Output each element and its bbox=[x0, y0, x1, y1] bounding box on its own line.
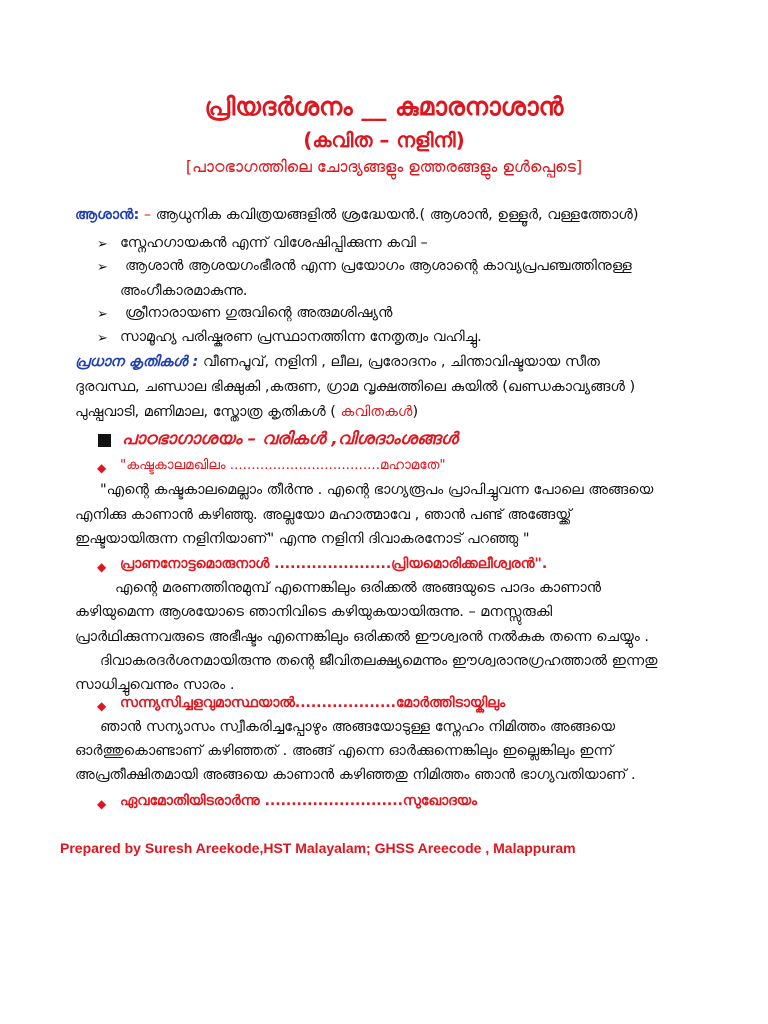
arrow-bullet-icon: ➢ bbox=[97, 307, 108, 322]
stanza-line: എനിക്കു കാണാൻ കഴിഞ്ഞു. അല്ലയോ മഹാത്മാവേ , ഞാൻ പണ്ട് അങ്ങേയ്ക്ക് bbox=[75, 507, 572, 523]
square-bullet-icon bbox=[98, 434, 111, 447]
intro-dash: – bbox=[139, 207, 152, 223]
document-title: പ്രിയദർശനം __ കുമാരനാശാൻ bbox=[204, 92, 564, 121]
intro-label: ആശാൻ: bbox=[75, 207, 140, 223]
stanza-quote: "കഷ്ടകാലമഖിലം ...................................മഹാമതേ" bbox=[120, 457, 446, 473]
stanza-quote: പ്രാണനോട്ടമൊരുനാൾ ......................പ്രിയമൊരിക്കലീശ്വരൻ". bbox=[120, 556, 548, 572]
document-subtitle: (കവിത – നളിനി) bbox=[303, 128, 465, 152]
stanza-line: ഞാൻ സന്യാസം സ്വീകരിച്ചപ്പോഴും അങ്ങയോടുള്ള സ്നേഹം നിമിത്തം അങ്ങയെ bbox=[100, 719, 616, 735]
intro-text: ആധുനിക കവിത്രയങ്ങളിൽ ശ്രദ്ധേയൻ.( ആശാൻ, ഉള്ളൂർ, വള്ളത്തോൾ) bbox=[151, 207, 639, 223]
diamond-bullet-icon: ◆ bbox=[97, 461, 107, 475]
footer-credit: Prepared by Suresh Areekode,HST Malayalam; GHSS Areecode , Malappuram bbox=[60, 840, 576, 856]
arrow-bullet-icon: ➢ bbox=[97, 331, 108, 346]
point-item: ശ്രീനാരായണ ഗുരുവിന്റെ അരുമശിഷ്യൻ bbox=[125, 305, 393, 321]
diamond-bullet-icon: ◆ bbox=[97, 797, 107, 811]
works-text-1: വീണപൂവ്, നളിനി , ലീല, പ്രരോദനം , ചിന്താവിഷ്ടയായ സീത bbox=[198, 354, 600, 370]
point-item: സാമൂഹ്യ പരിഷ്കരണ പ്രസ്ഥാനത്തിന്ന നേതൃത്വം വഹിച്ചു. bbox=[120, 329, 482, 345]
diamond-bullet-icon: ◆ bbox=[97, 560, 107, 574]
stanza-line: പ്രാർഥിക്കുന്നവരുടെ അഭീഷ്ടം എന്നെങ്കിലും ഒരിക്കൽ ഈശ്വരൻ നൽകുക തന്നെ ചെയ്യും . bbox=[75, 629, 650, 645]
stanza-line: ഇഷ്ടയായിരുന്ന നളിനിയാണ്" എന്നു നളിനി ദിവാകരനോട് പറഞ്ഞു " bbox=[75, 531, 530, 547]
works-line-2: ദുരവസ്ഥ, ചണ്ഡാല ഭിക്ഷുകി ,കരുണ, ഗ്രാമ വൃക്ഷത്തിലെ കുയിൽ (ഖണ്ഡകാവ്യങ്ങൾ ) bbox=[75, 379, 636, 395]
arrow-bullet-icon: ➢ bbox=[97, 260, 108, 275]
stanza-line: ഓർത്തുകൊണ്ടാണ് കഴിഞ്ഞത് . അങ്ങ് എന്നെ ഓർക്കുന്നെങ്കിലും ഇല്ലെങ്കിലും ഇന്ന് bbox=[75, 743, 614, 759]
intro-line bbox=[75, 207, 639, 223]
stanza-line: എന്റെ മരണത്തിനുമുമ്പ് എന്നെങ്കിലും ഒരിക്കൽ അങ്ങയുടെ പാദം കാണാൻ bbox=[115, 580, 602, 596]
works-poems-label: കവിതകൾ bbox=[340, 404, 413, 420]
stanza-line: സാധിച്ചുവെന്നും സാരം . bbox=[75, 677, 235, 693]
stanza-line: അപ്രതീക്ഷിതമായി അങ്ങയെ കാണാൻ കഴിഞ്ഞതു നിമിത്തം ഞാൻ ഭാഗ്യവതിയാണ് . bbox=[75, 767, 636, 783]
point-item-continued: അംഗീകാരമാകുന്നു. bbox=[120, 283, 248, 299]
document-note: [പാഠഭാഗത്തിലെ ചോദ്യങ്ങളും ഉത്തരങ്ങളും ഉൾപ്പെടെ] bbox=[185, 157, 583, 176]
arrow-bullet-icon: ➢ bbox=[97, 237, 108, 252]
diamond-bullet-icon: ◆ bbox=[97, 699, 107, 713]
stanza-quote: സന്ന്യസിച്ചളവുമാസ്ഥയാൽ...................മോർത്തിടായ്കിലും bbox=[120, 695, 506, 711]
works-text-3: പുഷ്പവാടി, മണിമാല, സ്തോത്ര കൃതികൾ ( bbox=[75, 404, 341, 420]
point-item: ആശാൻ ആശയഗംഭീരൻ എന്ന പ്രയോഗം ആശാന്റെ കാവ്യപ്രപഞ്ചത്തിനുള്ള bbox=[125, 258, 632, 274]
stanza-quote: ഏവമോതിയിടരാർന്നു ..........................സുഖോദയം bbox=[120, 793, 477, 809]
point-item: സ്നേഹഗായകൻ എന്ന് വിശേഷിപ്പിക്കുന്ന കവി – bbox=[120, 235, 428, 251]
section-heading: പാഠഭാഗാശയം – വരികൾ ,വിശദാംശങ്ങൾ bbox=[122, 429, 458, 449]
stanza-line: ദിവാകരദർശനമായിരുന്നു തന്റെ ജീവിതലക്ഷ്യമെന്നും ഈശ്വരാനുഗ്രഹത്താൽ ഇന്നതു bbox=[100, 653, 658, 669]
stanza-line: കഴിയുമെന്ന ആശയോടെ ഞാനിവിടെ കഴിയുകയായിരുന്നു. – മനസ്സുരുകി bbox=[75, 604, 553, 620]
works-label: പ്രധാന കൃതികൾ : bbox=[75, 354, 199, 370]
stanza-line: "എന്റെ കഷ്ടകാലമെല്ലാം തീർന്നു . എന്റെ ഭാഗ്യരൂപം പ്രാപിച്ചുവന്ന പോലെ അങ്ങയെ bbox=[100, 482, 654, 498]
works-line-3 bbox=[75, 404, 418, 420]
works-line-1 bbox=[75, 354, 600, 370]
works-text-3-end: ) bbox=[412, 404, 419, 420]
